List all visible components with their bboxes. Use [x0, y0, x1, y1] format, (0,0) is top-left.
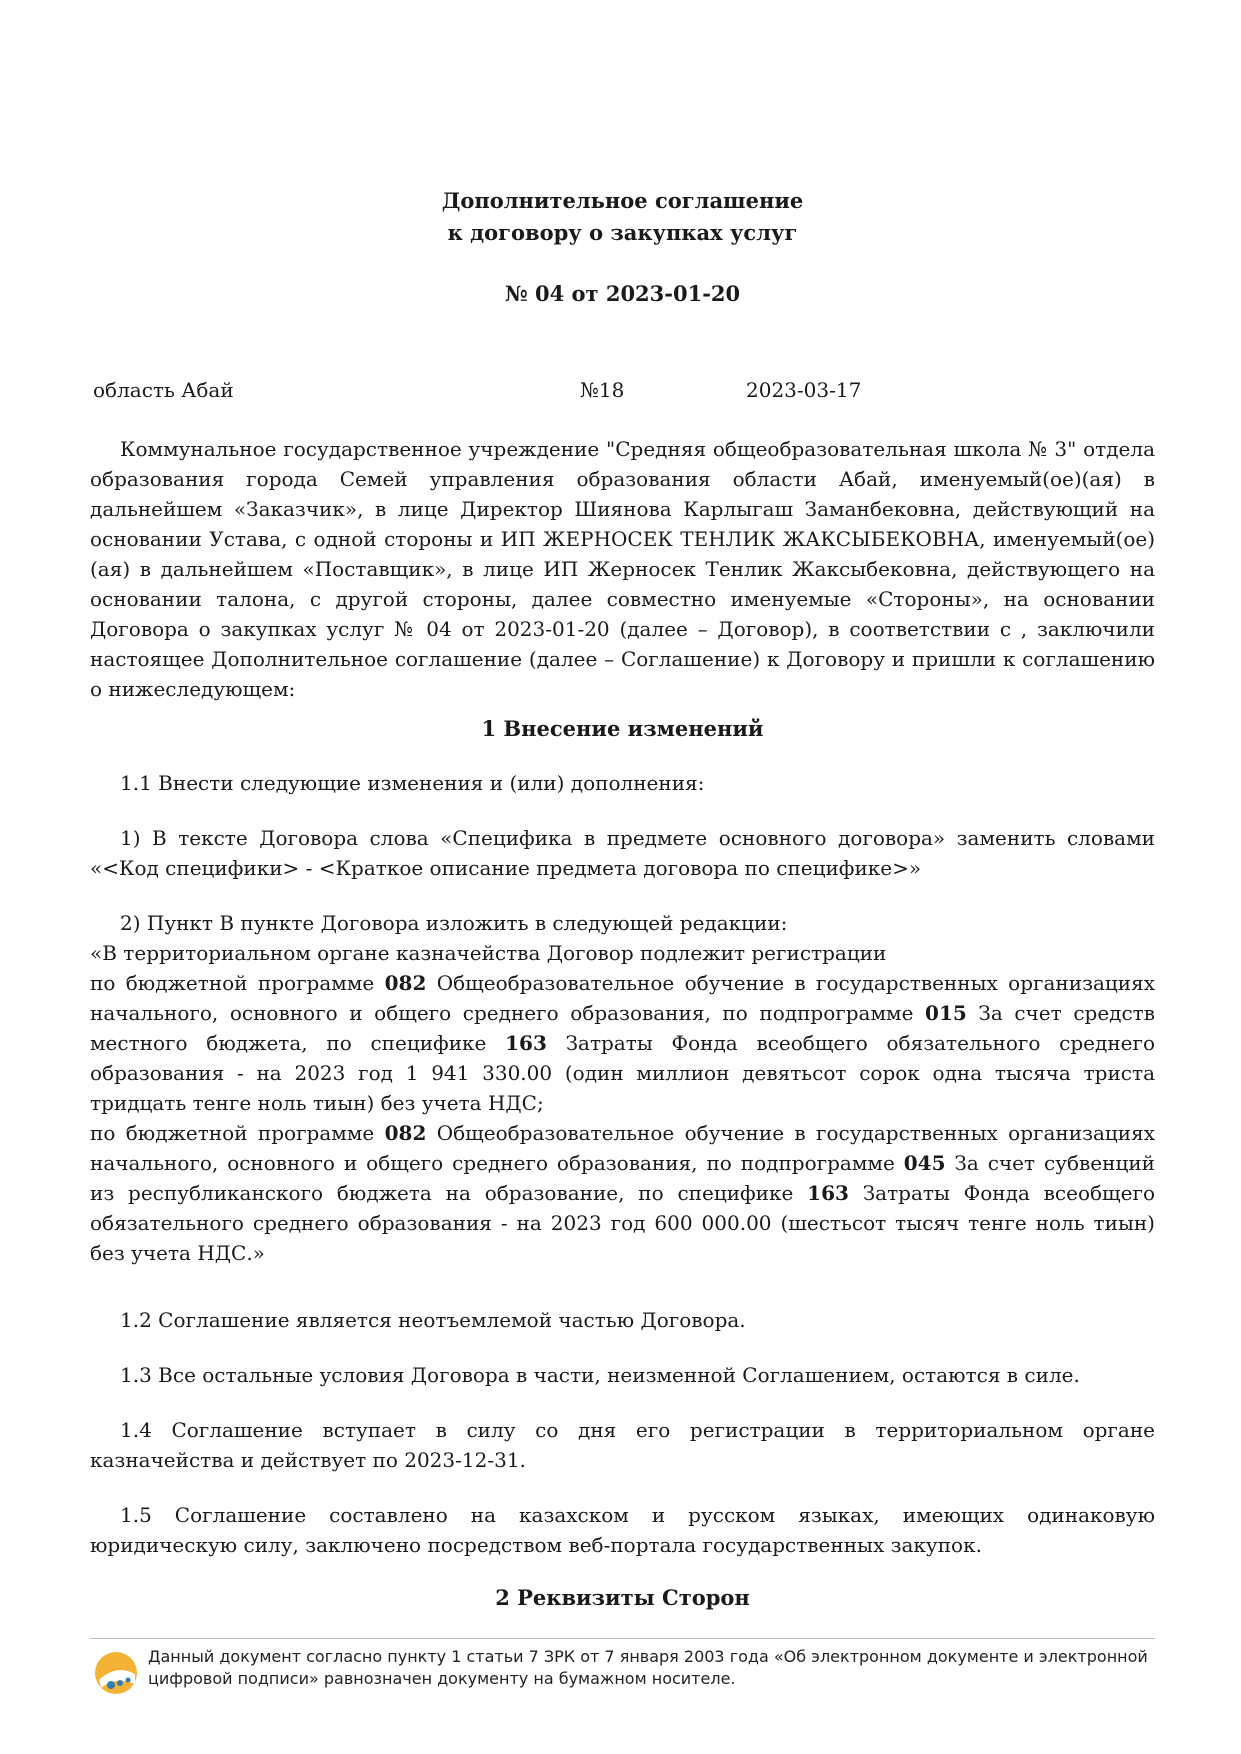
- footer-divider: [90, 1638, 1155, 1639]
- clause-1-1-item-1: 1) В тексте Договора слова «Специфика в предмете основного договора» заменить словами «<Код специфики> - <Краткое описание предмета договора по специфике>»: [90, 826, 1155, 880]
- section-1-title: 1 Внесение изменений: [481, 716, 764, 741]
- header-number: №18: [580, 378, 625, 402]
- clause-1-4: 1.4 Соглашение вступает в силу со дня его регистрации в территориальном органе казначейства и действует по 2023-12-31.: [90, 1418, 1155, 1472]
- budget-2-prefix: по бюджетной программе: [90, 1121, 385, 1145]
- clause-1-2: 1.2 Соглашение является неотъемлемой частью Договора.: [120, 1308, 746, 1332]
- clause-1-1: 1.1 Внести следующие изменения и (или) дополнения:: [120, 771, 705, 795]
- budget-program-1: [90, 968, 1155, 1118]
- budget-2-spec-text: Затраты Фонда всеобщего обязательного среднего образования - на 2023 год 600 000.00 (шестьсот тысяч тенге ноль тиын) без учета НДС.»: [90, 1181, 1155, 1265]
- budget-1-prefix: по бюджетной программе: [90, 971, 385, 995]
- clause-1-1-item-2-head: 2) Пункт В пункте Договора изложить в следующей редакции:: [120, 911, 788, 935]
- budget-program-2: [90, 1118, 1155, 1268]
- section-2-title: 2 Реквизиты Сторон: [495, 1585, 750, 1610]
- document-subtitle: к договору о закупках услуг: [447, 220, 798, 245]
- budget-1-subprogram-text: За счет средств местного бюджета, по специфике: [90, 1001, 1155, 1055]
- government-procurement-logo-icon: [93, 1650, 139, 1696]
- document-number: № 04 от 2023-01-20: [504, 281, 741, 306]
- document-title: Дополнительное соглашение: [441, 188, 804, 213]
- budget-1-spec-code: 163: [505, 1031, 547, 1055]
- clause-1-5: 1.5 Соглашение составлено на казахском и русском языках, имеющих одинаковую юридическую силу, заключено посредством веб-портала государственных закупок.: [90, 1503, 1155, 1557]
- header-date: 2023-03-17: [746, 378, 862, 402]
- budget-2-spec-code: 163: [807, 1181, 849, 1205]
- budget-2-program-code: 082: [384, 1121, 427, 1145]
- clause-1-1-item-2-quote: «В территориальном органе казначейства Договор подлежит регистрации: [90, 941, 887, 965]
- intro-paragraph: Коммунальное государственное учреждение "Средняя общеобразовательная школа № 3" отдела образования города Семей управления образования области Абай, именуемый(ое)(ая) в дальнейшем «Заказчик», в лице Директор Шиянова Карлыгаш Заманбековна, действующий на основании Устава, с одной стороны и ИП ЖЕРНОСЕК ТЕНЛИК ЖАКСЫБЕКОВНА, именуемый(ое)(ая) в дальнейшем «Поставщик», в лице ИП Жерносек Тенлик Жаксыбековна, действующего на основании талона, с другой стороны, далее совместно именуемые «Стороны», на основании Договора о закупках услуг № 04 от 2023-01-20 (далее – Договор), в соответствии с , заключили настоящее Дополнительное соглашение (далее – Соглашение) к Договору и пришли к соглашению о нижеследующем:: [90, 437, 1155, 701]
- header-region: область Абай: [93, 378, 234, 402]
- budget-1-program-text: Общеобразовательное обучение в государственных организациях начального, основного и общего среднего образования, по подпрограмме: [90, 971, 1155, 1025]
- budget-1-program-code: 082: [384, 971, 427, 995]
- budget-1-spec-text: Затраты Фонда всеобщего обязательного среднего образования - на 2023 год 1 941 330.00 (один миллион девятьсот сорок одна тысяча триста тридцать тенге ноль тиын) без учета НДС;: [90, 1031, 1156, 1115]
- clause-1-3: 1.3 Все остальные условия Договора в части, неизменной Соглашением, остаются в силе.: [120, 1363, 1080, 1387]
- budget-2-program-text: Общеобразовательное обучение в государственных организациях начального, основного и общего среднего образования, по подпрограмме: [90, 1121, 1155, 1175]
- budget-2-subprogram-text: За счет субвенций из республиканского бюджета на образование, по специфике: [90, 1151, 1155, 1205]
- budget-2-subprogram-code: 045: [903, 1151, 946, 1175]
- budget-1-subprogram-code: 015: [925, 1001, 967, 1025]
- footer-legal-note: Данный документ согласно пункту 1 статьи 7 ЗРК от 7 января 2003 года «Об электронном документе и электронной цифровой подписи» равнозначен документу на бумажном носителе.: [148, 1647, 1148, 1688]
